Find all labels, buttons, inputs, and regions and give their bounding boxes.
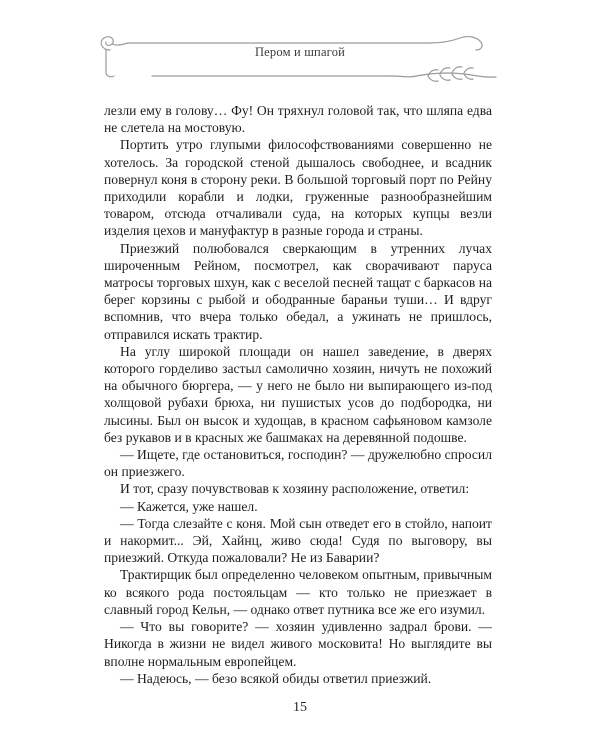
running-header [92, 32, 508, 84]
paragraph: Трактирщик был определенно человеком опытным, привычным ко всякого рода постояльцам — кто только не приезжает в славный город Кельн, — однако ответ путника все же его изумил. [104, 567, 492, 617]
paragraph: лезли ему в голову… Фу! Он тряхнул головой так, что шляпа едва не слетела на мостовую. [104, 103, 492, 136]
paragraph: — Что вы говорите? — хозяин удивленно задрал брови. — Никогда в жизни не видел живого московита! Но выглядите вы вполне нормальным европейцем. [104, 619, 492, 669]
paragraph: Портить утро глупыми философствованиями совершенно не хотелось. За городской стеной дышалось свободнее, и всадник повернул коня в сторону реки. В большой торговый порт по Рейну приходили корабли и лодки, груженные разнообразнейшим товаром, отсюда отчаливали суда, на которых купцы везли изделия цехов и мануфактур в разные города и страны. [104, 137, 492, 239]
page-number: 15 [293, 700, 307, 715]
paragraph: — Надеюсь, — безо всякой обиды ответил приезжий. [120, 670, 432, 686]
paragraph: И тот, сразу почувствовав к хозяину расположение, ответил: [120, 481, 470, 497]
paragraph: — Ищете, где остановиться, господин? — дружелюбно спросил он приезжего. [104, 447, 492, 480]
paragraph: — Тогда слезайте с коня. Мой сын отведет его в стойло, напоит и накормит... Эй, Хайнц, живо сюда! Судя по выговору, вы приезжий. Откуда пожаловали? Не из Баварии? [104, 515, 492, 566]
paragraph: На углу широкой площади он нашел заведение, в дверях которого горделиво застыл самолично хозяин, ничуть не похожий на обычного бюргера, — у него не было ни выпирающего из-под холщовой рубахи брюха, ни пушистых усов до подбородка, ни лысины. Был он высок и худощав, в красном сафьяновом камзоле без рукавов и в красных же башмаках на деревянной подошве. [104, 343, 492, 445]
paragraph: — Кажется, уже нашел. [120, 498, 258, 514]
header-title: Пером и шпагой [254, 45, 346, 59]
body-text [104, 102, 492, 687]
paragraph: Приезжий полюбовался сверкающим в утренних лучах широченным Рейном, посмотрел, как сворачивают паруса матросы торговых шхун, как с веселой песней тащат с баркасов на берег корзины с рыбой и ободранные бараньи туши… И вдруг вспомнив, что вчера только обедал, а ужинать не пришлось, отправился искать трактир. [104, 240, 492, 342]
